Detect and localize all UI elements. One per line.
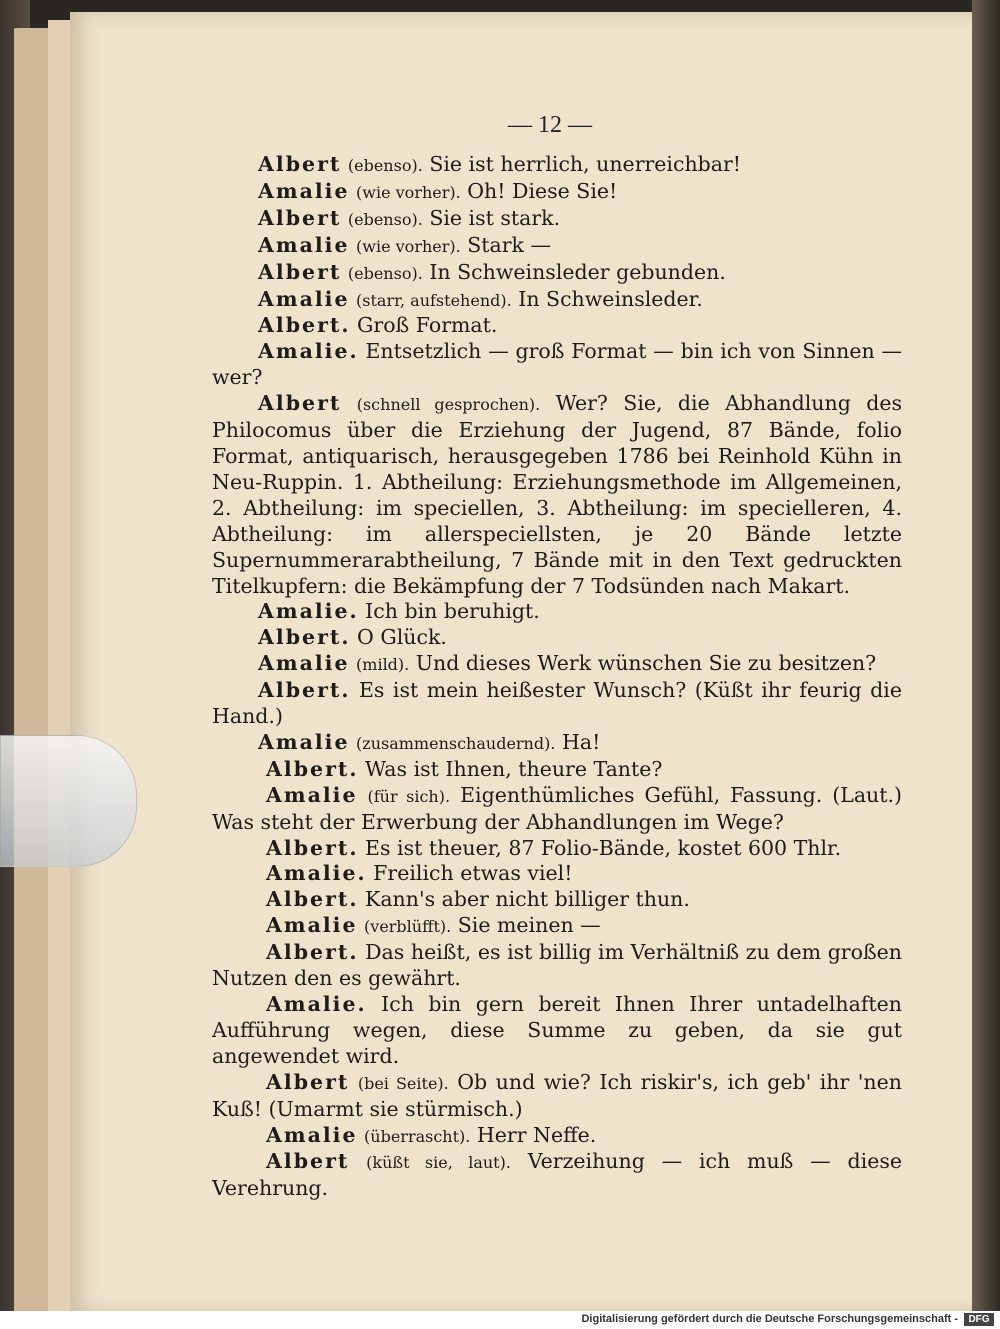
line-text: Sie meinen —: [457, 913, 601, 938]
page-clip: [0, 735, 137, 867]
speaker-name: Albert.: [258, 313, 351, 338]
stage-direction: (für sich).: [367, 786, 451, 806]
speaker-name: Amalie: [258, 286, 350, 311]
speaker-name: Albert: [266, 1149, 350, 1174]
speaker-name: Albert.: [266, 756, 359, 781]
dialogue-line: [212, 913, 902, 940]
speaker-name: Amalie: [258, 178, 350, 203]
line-text: Was ist Ihnen, theure Tante?: [365, 756, 663, 781]
line-text: Sie ist stark.: [429, 205, 561, 230]
line-text: Groß Format.: [357, 313, 498, 338]
speaker-name: Amalie.: [266, 992, 367, 1016]
speaker-name: Albert.: [266, 940, 359, 965]
stage-direction: (bei Seite).: [357, 1073, 449, 1093]
speaker-name: Amalie: [266, 1122, 358, 1147]
stage-direction: (wie vorher).: [356, 182, 461, 202]
line-text: Es ist mein heißester Wunsch? (Küßt ihr feurig die Hand.): [212, 678, 902, 729]
speaker-name: Amalie: [258, 651, 350, 676]
dialogue-line: [212, 339, 902, 391]
dialogue-line: [212, 1123, 902, 1150]
speaker-name: Albert: [266, 1069, 350, 1094]
dialogue-line: [212, 836, 902, 862]
speaker-name: Amalie: [258, 232, 350, 257]
dialogue-line: [212, 313, 902, 339]
dialogue-line: [212, 1070, 902, 1123]
line-text: Eigenthümliches Gefühl, Fassung. (Laut.) Was steht der Erwerbung der Abhandlungen im Wege?: [212, 782, 902, 834]
speaker-name: Albert.: [266, 835, 359, 860]
line-text: In Schweinsleder gebunden.: [429, 259, 726, 284]
line-text: Oh! Diese Sie!: [467, 178, 618, 203]
line-text: Das heißt, es ist billig im Verhältniß zu dem großen Nutzen den es gewährt.: [212, 940, 902, 991]
line-text: Ob und wie? Ich riskir's, ich geb' ihr 'nen Kuß! (Umarmt sie stürmisch.): [212, 1069, 902, 1121]
speaker-name: Amalie.: [258, 339, 359, 364]
stage-direction: (mild).: [356, 655, 410, 675]
play-text: [212, 152, 902, 1202]
line-text: O Glück.: [357, 625, 447, 650]
dialogue-line: [212, 233, 902, 260]
line-text: Ich bin gern bereit Ihnen Ihrer untadelhaften Aufführung wegen, diese Summe zu geben, da sie gut angewendet wird.: [212, 992, 902, 1068]
dialogue-line: [212, 651, 902, 678]
stage-direction: (ebenso).: [347, 209, 423, 229]
stage-direction: (verblüfft).: [364, 917, 452, 937]
speaker-name: Albert: [258, 152, 342, 176]
right-shadow: [972, 0, 1000, 1329]
page-number: — 12 —: [508, 112, 592, 138]
speaker-name: Albert: [258, 391, 342, 416]
line-text: Ha!: [561, 729, 601, 754]
speaker-name: Amalie: [266, 782, 358, 807]
dfg-logo: DFG: [964, 1313, 994, 1326]
dialogue-line: [212, 1149, 902, 1202]
dialogue-line: [212, 391, 902, 599]
speaker-name: Albert.: [266, 887, 359, 912]
dialogue-line: [212, 206, 902, 233]
stage-direction: (küßt sie, laut).: [366, 1153, 511, 1173]
line-text: In Schweinsleder.: [518, 286, 703, 311]
line-text: Verzeihung — ich muß — diese Verehrung.: [212, 1149, 902, 1201]
stage-direction: (ebenso).: [347, 156, 423, 175]
stage-direction: (wie vorher).: [356, 236, 461, 256]
dialogue-line: [212, 730, 902, 757]
dialogue-line: [212, 179, 902, 206]
line-text: Wer? Sie, die Abhandlung des Philocomus über die Erziehung der Jugend, 87 Bände, folio Format, antiquarisch, herausgegeben 1786 bei Reinhold Kühn in Neu-Ruppin. 1. Abtheilung: Erziehungsmethode im Allgemeinen, 2. Abtheilung: im speciellen, 3. Abtheilung: im specielleren, 4. Abtheilung: im allerspeciellsten, je 20 Bände letzte Supernummerarabtheilung, 7 Bände mit in den Text gedruckten Titelkupfern: die Bekämpfung der 7 Todsünden nach Makart.: [212, 391, 902, 598]
stage-direction: (schnell gesprochen).: [356, 395, 541, 415]
line-text: Und dieses Werk wünschen Sie zu besitzen?: [415, 651, 877, 676]
dialogue-line: [212, 287, 902, 314]
stage-direction: (starr, aufstehend).: [356, 290, 512, 310]
dialogue-line: [212, 757, 902, 783]
speaker-name: Albert: [258, 205, 342, 230]
line-text: Herr Neffe.: [476, 1122, 597, 1147]
dialogue-line: [212, 625, 902, 651]
stage-direction: (zusammenschaudernd).: [356, 733, 556, 753]
dialogue-line: [212, 861, 902, 887]
stage-direction: (ebenso).: [347, 263, 423, 283]
line-text: Stark —: [467, 232, 551, 257]
speaker-name: Albert.: [258, 678, 351, 703]
footer-credit: Digitalisierung gefördert durch die Deutsche Forschungsgemeinschaft -: [581, 1313, 958, 1325]
line-text: Kann's aber nicht billiger thun.: [365, 887, 690, 912]
speaker-name: Albert.: [258, 625, 351, 650]
line-text: Entsetzlich — groß Format — bin ich von Sinnen — wer?: [212, 339, 902, 390]
speaker-name: Amalie: [266, 913, 358, 938]
dialogue-line: [212, 678, 902, 730]
dialogue-line: [212, 152, 902, 179]
line-text: Sie ist herrlich, unerreichbar!: [429, 152, 742, 176]
line-text: Ich bin beruhigt.: [365, 599, 540, 624]
speaker-name: Amalie: [258, 729, 350, 754]
line-text: Freilich etwas viel!: [373, 861, 573, 886]
speaker-name: Albert: [258, 259, 342, 284]
dialogue-line: [212, 783, 902, 836]
dialogue-line: [212, 599, 902, 625]
dialogue-line: [212, 260, 902, 287]
line-text: Es ist theuer, 87 Folio-Bände, kostet 600 Thlr.: [365, 835, 842, 860]
speaker-name: Amalie.: [258, 599, 359, 624]
dialogue-line: [212, 887, 902, 913]
stage-direction: (überrascht).: [364, 1126, 471, 1146]
speaker-name: Amalie.: [266, 861, 367, 886]
dialogue-line: [212, 992, 902, 1070]
dialogue-line: [212, 940, 902, 992]
